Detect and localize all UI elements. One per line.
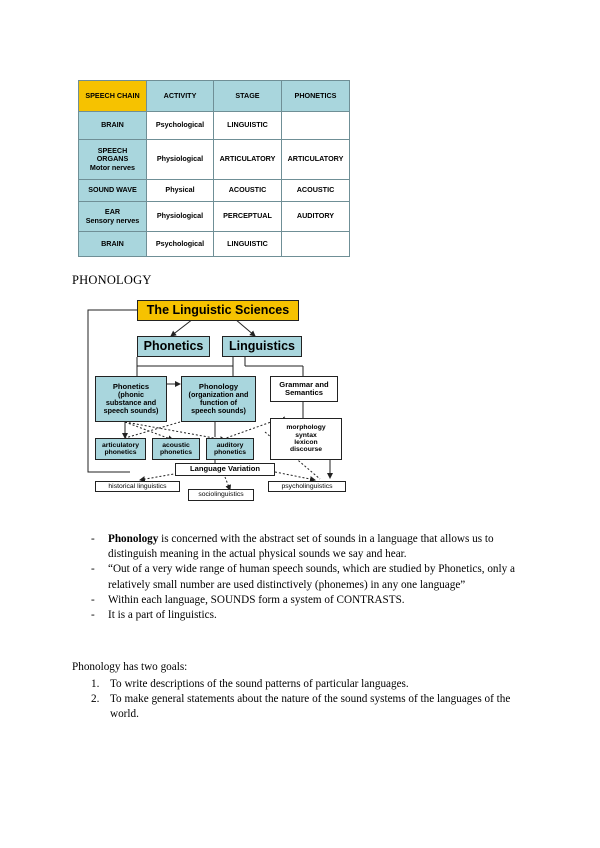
acoustic-phonetics-node (152, 438, 200, 460)
node-line: phonetics (159, 449, 193, 456)
list-item (91, 608, 531, 623)
list-item-text: To write descriptions of the sound patterns of particular languages. (110, 678, 409, 690)
table-header: ACTIVITY (147, 81, 214, 112)
phonetics-detail-node (95, 376, 167, 422)
table-cell: BRAIN (79, 112, 147, 140)
node-line: phonetics (213, 449, 247, 456)
node-line: acoustic (162, 441, 190, 449)
goals-list (91, 677, 531, 723)
table-cell: LINGUISTIC (214, 232, 282, 257)
node-line: morphology (286, 424, 326, 432)
linguistic-sciences-title: The Linguistic Sciences (137, 300, 299, 321)
table-cell: ACOUSTIC (282, 180, 350, 202)
cell-sub: Sensory nerves (85, 215, 140, 225)
node-line: syntax (295, 431, 317, 439)
table-cell: SOUND WAVE (79, 180, 147, 202)
table-cell: BRAIN (79, 232, 147, 257)
cell-main: SPEECH ORGANS (96, 146, 129, 164)
list-item-text: is concerned with the abstract set of sounds in a language that allows us to distinguish meaning in the actual physical sounds we say and hear. (108, 533, 494, 561)
table-row (79, 180, 350, 202)
list-item-text: “Out of a very wide range of human speech sounds, which are studied by Phonetics, only a relatively small number are used distinctively (phonemes) in any one language” (108, 563, 515, 591)
node-line: (phonic (118, 390, 144, 400)
table-header-row (79, 81, 350, 112)
node-line: Phonetics (112, 381, 150, 391)
psycholinguistics-node: psycholinguistics (268, 481, 346, 492)
list-item (91, 677, 531, 692)
node-line: phonetics (104, 449, 137, 456)
cell-sub: Motor nerves (89, 162, 136, 172)
list-item-text: To make general statements about the nature of the sound systems of the languages of the world. (110, 693, 511, 721)
table-cell (282, 232, 350, 257)
section-heading: PHONOLOGY (72, 273, 152, 287)
goals-intro: Phonology has two goals: (72, 661, 188, 673)
table-row (79, 140, 350, 180)
table-cell: PERCEPTUAL (214, 202, 282, 232)
list-item (91, 562, 531, 592)
bullet-list (91, 532, 531, 623)
bullet-dash: - (91, 609, 95, 622)
table-header: PHONETICS (282, 81, 350, 112)
list-number: 1. (91, 678, 100, 690)
table-cell (282, 112, 350, 140)
list-item-text: It is a part of linguistics. (108, 609, 217, 622)
node-line: Phonology (198, 381, 239, 391)
node-line: function of (199, 398, 238, 408)
list-item-text: Within each language, SOUNDS form a system of CONTRASTS. (108, 593, 405, 606)
node-line: discourse (289, 446, 323, 454)
bold-term: Phonology (108, 533, 159, 545)
node-line: auditory (216, 441, 244, 449)
table-cell: AUDITORY (282, 202, 350, 232)
language-variation-node: Language Variation (175, 463, 275, 476)
table-cell: Physiological (147, 202, 214, 232)
table-cell: ARTICULATORY (214, 140, 282, 180)
node-line: (organization and (188, 390, 249, 400)
table-cell: Physiological (147, 140, 214, 180)
node-line: speech sounds) (103, 406, 159, 416)
list-item (91, 593, 531, 608)
phonetics-node: Phonetics (137, 336, 210, 357)
articulatory-phonetics-node (95, 438, 146, 460)
speech-chain-table (78, 80, 350, 257)
table-cell: ARTICULATORY (282, 140, 350, 180)
bullet-dash: - (91, 593, 95, 606)
table-header: SPEECH CHAIN (79, 81, 147, 112)
list-item (91, 532, 531, 562)
node-line: Grammar and (279, 379, 329, 389)
historical-linguistics-node: historical linguistics (95, 481, 180, 492)
table-row (79, 232, 350, 257)
table-cell: Psychological (147, 112, 214, 140)
table-cell (79, 140, 147, 180)
cell-main: EAR (104, 207, 121, 217)
table-cell: LINGUISTIC (214, 112, 282, 140)
list-item (91, 692, 531, 722)
table-cell: Physical (147, 180, 214, 202)
table-header: STAGE (214, 81, 282, 112)
subfields-node (270, 418, 342, 460)
list-number: 2. (91, 693, 100, 706)
linguistic-sciences-diagram (85, 292, 355, 502)
auditory-phonetics-node (206, 438, 254, 460)
linguistics-node: Linguistics (222, 336, 302, 357)
table-cell: Psychological (147, 232, 214, 257)
node-line: speech sounds) (191, 406, 246, 416)
node-line: substance and (105, 398, 157, 408)
table-row (79, 112, 350, 140)
node-line: Semantics (285, 388, 323, 397)
table-row (79, 202, 350, 232)
node-line: articulatory (101, 441, 140, 449)
grammar-semantics-node (270, 376, 338, 402)
table-cell (79, 202, 147, 232)
node-line: lexicon (294, 439, 318, 446)
bullet-dash: - (91, 533, 95, 545)
sociolinguistics-node: sociolinguistics (188, 489, 254, 501)
table-cell: ACOUSTIC (214, 180, 282, 202)
phonology-detail-node (181, 376, 256, 422)
bullet-dash: - (91, 563, 95, 576)
